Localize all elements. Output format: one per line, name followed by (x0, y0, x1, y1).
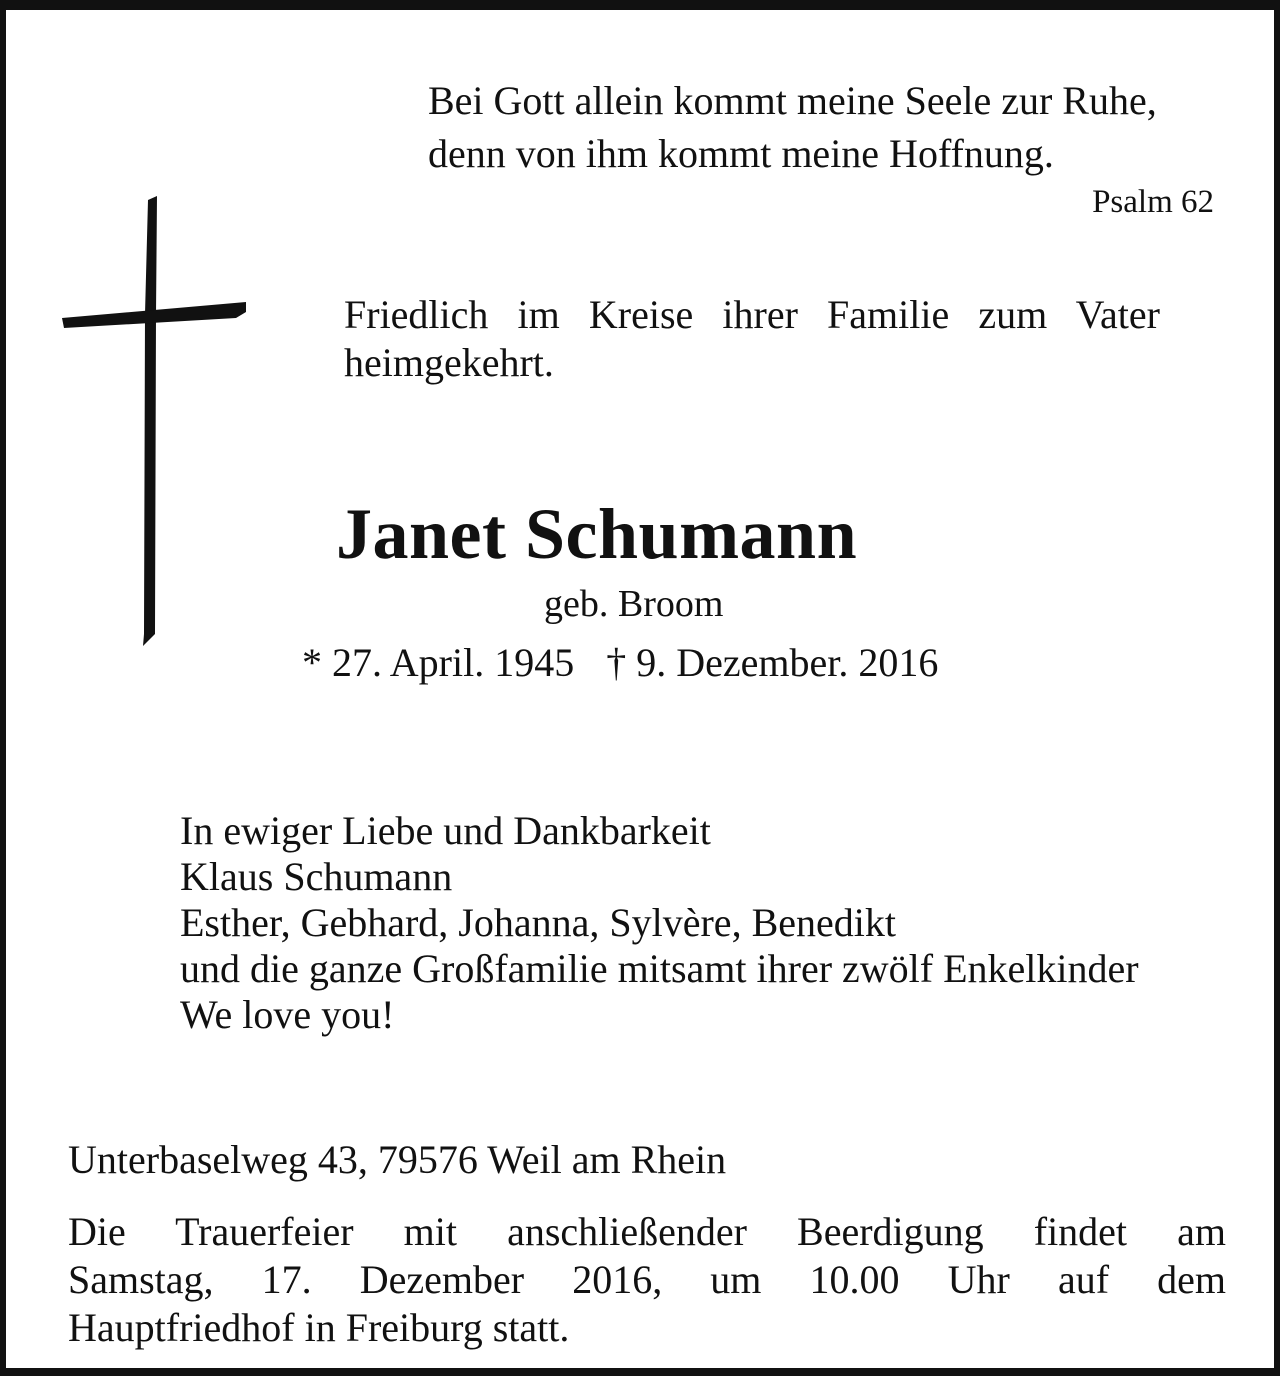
mourner-extended-family: und die ganze Großfamilie mitsamt ihrer zwölf Enkelkinder (180, 946, 1139, 991)
bible-quote-line-2: denn von ihm kommt meine Hoffnung. (428, 131, 1054, 176)
address: Unterbaselweg 43, 79576 Weil am Rhein (68, 1137, 727, 1182)
mourners-closing: We love you! (180, 992, 395, 1037)
birth-date: * 27. April. 1945 (302, 640, 575, 685)
mourner-children: Esther, Gebhard, Johanna, Sylvère, Benedikt (180, 900, 896, 945)
service-line-3: Hauptfriedhof in Freiburg statt. (68, 1305, 570, 1350)
latin-cross-icon (60, 194, 250, 654)
service-line-1: Die Trauerfeier mit anschließender Beerdigung findet am (68, 1209, 1226, 1254)
maiden-name: geb. Broom (544, 583, 724, 625)
bible-quote (428, 74, 1157, 180)
funeral-service-notice (68, 1208, 1226, 1352)
mourners-dedication: In ewiger Liebe und Dankbarkeit (180, 808, 711, 853)
deceased-name: Janet Schumann (336, 494, 858, 574)
intro-line-1: Friedlich im Kreise ihrer Familie zum Vater (344, 292, 1160, 337)
intro-line-2: heimgekehrt. (344, 340, 554, 385)
bible-quote-line-1: Bei Gott allein kommt meine Seele zur Ruhe, (428, 78, 1157, 123)
death-date: † 9. Dezember. 2016 (606, 640, 939, 685)
bible-quote-source: Psalm 62 (1092, 184, 1214, 220)
life-dates (302, 640, 938, 686)
mourner-spouse: Klaus Schumann (180, 854, 453, 899)
mourners-block (180, 808, 1139, 1038)
service-line-2: Samstag, 17. Dezember 2016, um 10.00 Uhr auf dem (68, 1257, 1226, 1302)
intro-text (344, 291, 1160, 387)
